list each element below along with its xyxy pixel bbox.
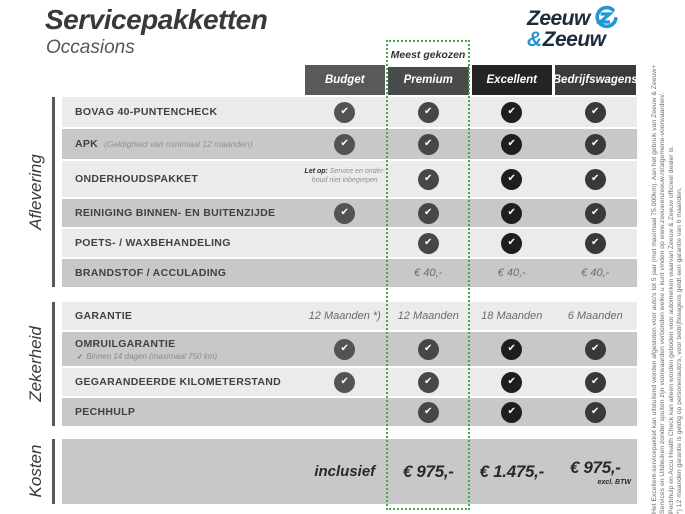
cell-check [554,332,638,366]
cell-check [470,229,554,257]
row-label [62,302,303,330]
cell-check [554,368,638,396]
cell-check [303,97,387,127]
disclaimer-line: Services en Uitdeuken zonder spuiten zijn voorwaarden verbonden welke u kunt vinden op www.zeeuwenzeeuw.nl/algemene-voorwaarden/. [659,92,667,514]
cell-check [470,161,554,197]
cell-empty [303,229,387,257]
cell-text: € 40,- [414,267,443,279]
check-icon: ✔ [585,372,606,393]
table-row [62,129,637,159]
row-label [62,161,303,197]
check-icon: ✔ [585,134,606,155]
row-label [62,199,303,227]
section-divider-bar [52,302,55,426]
table-row [62,332,637,366]
check-icon: ✔ [418,169,439,190]
cell-text: € 40,- [497,267,526,279]
table-row [62,97,637,127]
check-icon: ✔ [418,402,439,423]
check-icon: ✔ [501,402,522,423]
row-label [62,398,303,426]
table-row [62,259,637,287]
row-label-text: BOVAG 40-PUNTENCHECK [75,106,218,118]
cell-check [470,97,554,127]
table-row [62,161,637,197]
cell-note: Let op: Service en onder- houd niet inbegrepen [304,168,385,185]
kosten-row [62,439,637,504]
check-icon: ✔ [501,372,522,393]
cell-empty [303,259,387,287]
section-zekerheid-rows [62,302,637,426]
budget-price-inclusief: inclusief [314,463,376,480]
row-label [62,229,303,257]
btw-note: excl. BTW [597,478,631,486]
row-label-text: PECHHULP [75,406,136,418]
row-label-text: OMRUILGARANTIE [75,337,176,350]
table-row [62,302,637,330]
check-icon: ✔ [501,233,522,254]
cell-check [303,332,387,366]
cell-text: 18 Maanden [481,310,543,322]
check-icon: ✔ [334,372,355,393]
section-label-zekerheid: Zekerheid [26,326,45,402]
section-label-aflevering: Aflevering [26,154,45,230]
check-icon: ✔ [334,102,355,123]
check-icon: ✔ [501,169,522,190]
row-label-text: APK [75,138,99,150]
logo-ampersand: & [527,28,542,51]
page-title: Servicepakketten [45,4,268,35]
cell-check [387,97,471,127]
check-icon: ✔ [418,203,439,224]
row-label-text: BRANDSTOF / ACCULADING [75,267,227,279]
cell-check [554,161,638,197]
row-inline-note: (Geldigheid van minimaal 12 maanden) [104,139,253,149]
check-icon: ✔ [585,203,606,224]
cell-empty [303,398,387,426]
column-headers-row [62,65,637,95]
cell-check [554,229,638,257]
column-header-excellent: Excellent [470,65,554,95]
disclaimer-line: *) 12 maanden garantie is geldig op personenauto's, voor bedrijfswagens geldt een garantie van 6 maanden. [676,187,684,514]
section-label-kosten: Kosten [26,444,45,498]
table-row [62,398,637,426]
check-icon: ✔ [334,203,355,224]
section-gap [62,426,637,439]
row-sub-note: ✓ Binnen 14 dagen (maximaal 750 km) [77,351,218,361]
table-row [62,199,637,227]
premium-price: € 975,- [402,461,454,481]
logo-line-2 [527,29,618,50]
section-gap [62,287,637,302]
cell-check [387,229,471,257]
row-label [62,259,303,287]
packages-comparison-table [62,65,637,504]
check-icon: ✔ [418,102,439,123]
zeeuw-logo [527,5,618,50]
row-label [62,332,303,366]
check-icon: ✔ [585,339,606,360]
cell-check [470,398,554,426]
cell-check [554,129,638,159]
cell-check [554,199,638,227]
column-header-bedrijfswagens: Bedrijfswagens [554,65,638,95]
check-icon: ✔ [418,372,439,393]
cell-check [470,199,554,227]
row-label-text: GEGARANDEERDE KILOMETERSTAND [75,376,281,388]
cell-text: 6 Maanden [567,310,623,322]
excellent-price: € 1.475,- [479,461,544,481]
check-icon: ✔ [585,233,606,254]
check-icon: ✔ [501,134,522,155]
row-label-text: REINIGING BINNEN- EN BUITENZIJDE [75,207,276,219]
cell-check [387,368,471,396]
table-row [62,229,637,257]
disclaimer-line: Het Excellent-servicepakket kan uitsluitend worden afgesloten voor auto's tot 5 jaar (met maximaal 75.000km). Aan het gebruik van Zeeuw & Zeeuw+ [651,64,658,514]
row-label-text: ONDERHOUDSPAKKET [75,173,199,185]
check-icon: ✔ [585,169,606,190]
cell-check [387,199,471,227]
check-icon: ✔ [334,134,355,155]
check-icon: ✔ [334,339,355,360]
row-label [62,97,303,127]
table-row [62,368,637,396]
section-aflevering-rows [62,97,637,287]
title-block [45,4,267,59]
cell-check [470,129,554,159]
check-icon: ✔ [585,102,606,123]
logo-word-1: Zeeuw [527,6,590,30]
cell-text: 12 Maanden [397,310,459,322]
cell-check [303,368,387,396]
cell-text: € 40,- [581,267,610,279]
bedrijfswagens-price: € 975,- [569,457,621,477]
cell-check [470,368,554,396]
cell-check [554,398,638,426]
section-divider-bar [52,97,55,287]
meest-gekozen-badge: Meest gekozen [388,42,468,67]
cell-text: 12 Maanden *) [308,310,381,322]
small-check-icon: ✓ [77,351,84,361]
note-bold-text: Let op: [304,168,330,175]
disclaimer-line: Pechhulp en Accu Health Check kan alleen worden geboden voor automerken waarvan Zeeuw & Zeeuw officieel dealer is. [667,145,675,514]
check-icon: ✔ [418,233,439,254]
section-divider-bar [52,439,55,504]
kosten-label-spacer [62,439,303,504]
row-label-text: GARANTIE [75,310,133,322]
check-icon: ✔ [501,203,522,224]
check-icon: ✔ [418,134,439,155]
cell-check [303,129,387,159]
disclaimer-text [651,0,685,514]
logo-word-2: Zeeuw [542,28,606,51]
column-header-budget: Budget [303,65,387,95]
check-icon: ✔ [418,339,439,360]
cell-check [387,161,471,197]
check-icon: ✔ [501,339,522,360]
cell-check [387,332,471,366]
row-label [62,129,303,159]
cell-check [554,97,638,127]
check-icon: ✔ [585,402,606,423]
cell-check [470,332,554,366]
bedrijfswagens-price-cell [554,439,638,504]
cell-check [387,129,471,159]
row-label-text: POETS- / WAXBEHANDELING [75,237,231,249]
column-header-premium: Premium [387,65,471,95]
check-icon: ✔ [501,102,522,123]
row-label [62,368,303,396]
cell-check [303,199,387,227]
page-subtitle: Occasions [46,37,135,58]
cell-check [387,398,471,426]
